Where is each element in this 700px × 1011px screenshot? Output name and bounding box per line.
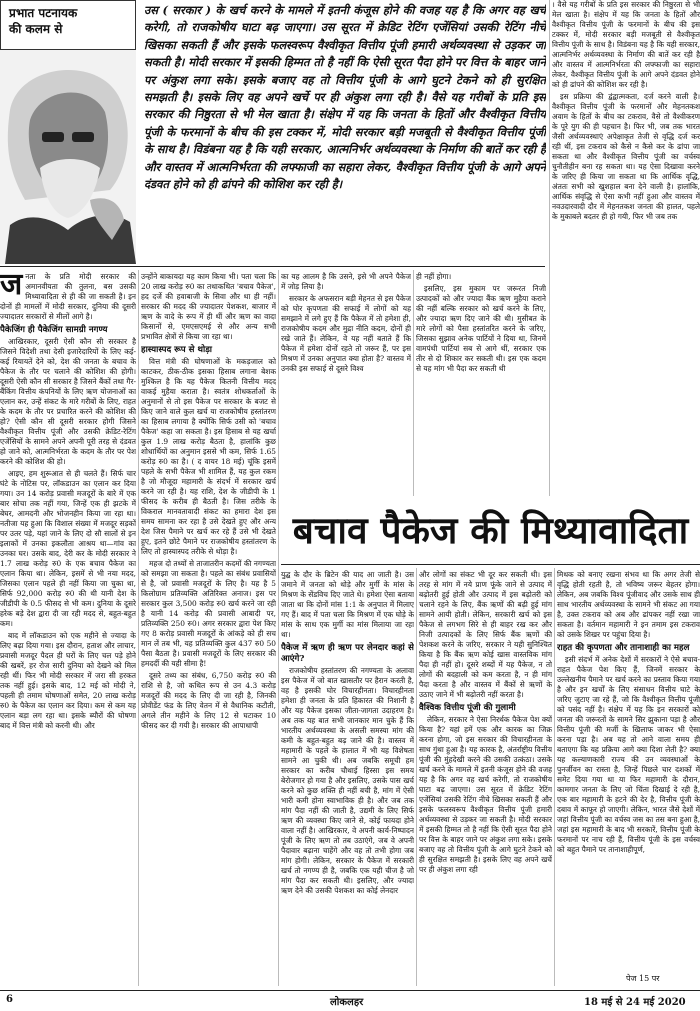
column-divider xyxy=(416,568,417,986)
paragraph: आखिरकार, दूसरी ऐसी कौन सी सरकार है जिसने विदेशी तथा देसी इजारेदारियों के लिए कई-कई रियायतें देने को, देश की जनता के बचाव के पैकेज के तौर पर चलाने की कोशिश की होगी। दूसरी ऐसी कौन सी सरकार है जिसने बैंकों तथा गैर-बैंकिंग वित्तीय कंपनियों के लिए ऋण योजनाओं का एलान कर, उन्हें संकट के मारे गरीबों के लिए, राहत के कदम के तौर पर प्रचारित करने की कोशिश की हो? ऐसी कौन सी दूसरी सरकार होगी जिसने वैश्वीकृत वित्तीय पूंजी और उसकी क्रेडिट-रेटिंग एजेंसियों के सामने अपने अपनी पूरी तरह से दंडवत हो जाने को, आत्मनिर्भरता के कदम के तौर पर पेश करने की कोशिश की हो। xyxy=(0,337,136,466)
paragraph: युद्घ के दौर के ब्रिटेन की याद आ जाती है। उस जमाने में जनता को थोड़े और मुर्गी के मांस के मिश्रण के सेंडविच दिए जाते थे। हमेशा ऐसा बताया जाता था कि दोनों मांस 1:1 के अनुपात में मिलाए गए हैं। बाद में पता चला कि मिश्रण में एक घोड़े के मांस के साथ एक मुर्गी का मांस मिलाया जा रहा था। xyxy=(281,570,414,639)
paragraph: और लोगों का संकट भी दूर कर सकती थी। इस तरह से मांग में नये प्राण फूंके जाने से उत्पाद में बढ़ोतरी हुई होती और उत्पाद में इस बढ़ोतरी को चलाने रहने के लिए, बैंक ऋणों की बढ़ी हुई मांग सामने आयी होती। लेकिन, सरकारी खर्च को इस पैकेज से लगभग सिरे से ही बाहर रख कर और निजी उत्पादकों के लिए सिर्फ बैंक ऋणों की पेशकश करने के जरिए, सरकार ने यही सुनिश्चित किया है कि बैंक ऋण कोई खास वास्तविक मांग पैदा ही नहीं हो। दूसरे शब्दों में यह पैकेज, न तो लोगों की बदहाली को कम करता है, न ही मांग पैदा करता है और वास्तव में बैंकों से ऋणों के उठाए जाने में भी बढ़ोतरी नहीं करता है। xyxy=(419,570,552,699)
subheading: हास्यास्पद रूप से थोड़ा xyxy=(141,345,213,355)
column-1 xyxy=(0,272,136,986)
paragraph: उन्होंने बाकायदा यह काम किया भी। पता चला कि 20 लाख करोड़ रु0 का तथाकथित 'बचाव पैकेज', हद दर्जे की हवाबाजी के सिवा और था ही नहीं। सरकार की मदद की ज्यादातर पेशकश, बाजार में ऋण के वादे के रूप में ही थीं और ऋण का वादा किसानों से, एमएसएमई से और अन्य सभी प्रभावित क्षेत्रों से किया जा रहा था। xyxy=(141,272,276,341)
column-divider xyxy=(413,270,414,496)
paragraph: नता के प्रति मोदी सरकार की अमानवीयता की तुलना, बस उसकी मिथ्यावादिता से ही की जा सकती है। इन दोनों ही मामलों में मोदी सरकार, दुनिया की दूसरी ज्यादातर सरकारों से मीलों आगे है। xyxy=(0,272,136,321)
column-3-top xyxy=(281,272,411,494)
column-divider xyxy=(138,270,139,986)
column-divider xyxy=(549,0,550,496)
column-3-bottom xyxy=(281,570,414,986)
continued-note: पेज 15 पर xyxy=(626,974,660,983)
column-divider xyxy=(554,568,555,986)
paragraph: का यह आलम है कि उसने, इसे भी अपने पैकेज में जोड़ लिया है। xyxy=(281,272,411,291)
paragraph: लेकिन, सरकार ने ऐसा निरर्थक पैकेज पेश क्यों किया है? यहां हमें एक और कारक का जिक्र करना होगा, जो इस सरकार की विचारहीनता के साथ गुंथा हुआ है। यह कारक है, अंतर्राष्ट्रीय वित्तीय पूंजी की मुंहदेखी करने की उसकी उत्कंठा। उसके खर्च करने के मामले में इतनी कंजूस होने की वजह यह है कि अगर वह खर्च करेगी, तो राजकोषीय घाटा बढ़ जाएगा। उस सूरत में क्रेडिट रेटिंग एजेंसियां उसकी रेटिंग नीचे खिसका सकती हैं और इसके फलस्वरूप वैश्वीकृत वित्तीय पूंजी हमारी अर्थव्यवस्था से उड़कर जा सकती है। मोदी सरकार में इसकी हिम्मत तो है नहीं कि ऐसी सूरत पैदा होने पर वित्त के बाहर जाने पर अंकुश लगा सके। इसके बजाए वह तो वित्तीय पूंजी के आगे घुटने टेकने को ही सुरक्षित समझती है। इसके लिए वह अपने खर्चे पर ही अंकुश लगा रही xyxy=(419,715,552,874)
paragraph: बाद में लॉकडाउन को एक महीने से ज्यादा के लिए बढ़ा दिया गया। इस दौरान, हताश और लाचार, प्रवासी मजदूर पैदल ही घरों के लिए चल पड़े होने की खबरें, हर रोज सारी दुनिया को देखने को मिल रही थीं। फिर भी मोदी सरकार में जरा सी हरकत तक नहीं हुई। इसके बाद, 12 मई को मोदी ने, पहली ही तमाम घोषणाओं समेत, 20 लाख करोड़ रु0 के पैकेज का एलान कर दिया। कम से कम यह एलान बड़ा लग रहा था। इसके ब्यौरों की घोषणा बाद में वित्त मंत्री को करनी थी। और xyxy=(0,631,136,730)
author-byline-box xyxy=(0,0,136,50)
footer-divider xyxy=(0,990,700,991)
drop-cap: ज xyxy=(0,272,23,302)
paragraph: आइए, हम शुरूआत से ही चलते हैं। सिर्फ चार घंटे के नोटिस पर, लॉकडाउन का एलान कर दिया गया। उन 14 करोड़ प्रवासी मजदूरों के बारे में एक बार सोचा तक नहीं गया, जिन्हें एक ही झटके में बेघर, आमदनी और भोजनहीन किया जा रहा था। नतीजा यह हुआ कि विशाल संख्या में मजदूर सड़कों पर उतर पड़े, यहां जाने के लिए दो सौ सालों से इन इलाकों में उनका इकलौता आश्रय था—गांव का उनका घर। उसके बाद, देरी कर के मोदी सरकार ने 1.7 लाख करोड़ रु0 के एक बचाव पैकेज का एलान किया था। लेकिन, इसमें से भी नया मदद, जिसका एलान पहले ही नहीं किया जा चुका था, सिर्फ 92,000 करोड़ रु0 की थी यानी देश के जीडीपी के 0.5 फीसद से भी कम। दुनिया के दूसरे हरेक बड़े देश द्वारा दी जा रही मदद से, बहुत-बहुत कम। xyxy=(0,469,136,628)
subheading: पैकेजिंग ही पैकेजिंग सामग्री नगण्य xyxy=(0,325,108,335)
pull-quote: उस ( सरकार ) के खर्च करने के मामले में इतनी कंजूस होने की वजह यह है कि अगर वह खर्च करेगी, तो राजकोषीय घाटा बढ़ जाएगा। उस सूरत में क्रेडिट रेटिंग एजेंसियां उसकी रेटिंग नीचे खिसका सकती हैं और इसके फलस्वरूप वैश्वीकृत वित्तीय पूंजी हमारी अर्थव्यवस्था से उड़कर जा सकती है। मोदी सरकार में इसकी हिम्मत तो है नहीं कि ऐसी सूरत पैदा होने पर वित्त के बाहर जाने पर अंकुश लगा सके। इसके बजाए वह तो वित्तीय पूंजी के आगे घुटने टेकने को ही सुरक्षित समझती है। इसके लिए वह अपने खर्चे पर ही अंकुश लगा रही है। वैसे यह गरीबों के प्रति इस सरकार की निष्ठुरता से भी मेल खाता है। संक्षेप में यह कि जनता के हितों और वैश्वीकृत वित्तीय पूंजी के फरमानों के बीच की इस टक्कर में, मोदी सरकार बड़ी मजबूती से वैश्वीकृत वित्तीय पूंजी के साथ है। विडंबना यह है कि यही सरकार, आत्मनिर्भर अर्थव्यवस्था के निर्माण की बातें कर रही है और वास्तव में आत्मनिर्भरता की लफ्फाजी का सहारा लेकर, वैश्वीकृत वित्तीय पूंजी के आगे अपने दंडवत होने को ही ढांपने की कोशिश कर रही है। xyxy=(144,3,546,192)
column-4-top xyxy=(416,272,546,494)
paragraph: इसी संदर्भ में अनेक देशों में सरकारों ने ऐसे बचाव-राहत पैकेज पेश किए हैं, जिनमें सरकार के उल्लेखनीय पैमाने पर खर्च करने का प्रस्ताव किया गया है और इन खर्चों के लिए संसाधन वित्तीय घाटे के जरिए जुटाए जा रहे हैं, जो कि वैश्वीकृत वित्तीय पूंजी को पसंद नहीं है। संक्षेप में यह कि इन सरकारों को जनता की जरूरतों के सामने सिर झुकाना पड़ा है और वित्तीय पूंजी की मर्जी के खिलाफ जाकर भी ऐसा करना पड़ा है। अब यह तो आने वाला समय ही बताएगा कि यह प्रक्रिया आगे क्या दिशा लेती है? क्या यह कल्याणकारी राज्य की उन व्यवस्थाओं के पुनर्जीवन का रास्ता है, जिन्हें पिछले चार दशकों में समेट दिया गया था या फिर महामारी के दौरान, कामगार जनता के लिए जो चिंता दिखाई दे रही है, एक बार महामारी के हटने की देर है, वित्तीय पूंजी के दबाव में काफूर हो जाएगी। लेकिन, भारत जैसे देशों में जहां वित्तीय पूंजी का वर्चस्व जस का तस बना हुआ है, जहां इस महामारी के बाद भी सरकारें, वित्तीय पूंजी के फरमानों पर नाच रही हैं, वित्तीय पूंजी के इस वर्चस्व को बहुत पैमाने पर तानाशाहीपूर्ण, xyxy=(557,655,700,854)
column-2 xyxy=(141,272,276,986)
divider xyxy=(281,564,700,565)
subheading: वैश्विक वित्तीय पूंजी की गुलामी xyxy=(419,703,516,713)
divider xyxy=(0,266,545,267)
paragraph: मिथक को बनाए रखना संभव था कि अगर तेजी से वृद्धि होती रहती है, तो भविष्य जरूर बेहतर होगा। लेकिन, अब जबकि विश्व पूंजीवाद और उसके साथ ही साथ भारतीय अर्थव्यवस्था के सामने भी संकट आ गया है, उक्त टकराव को अब और ढांपकर नहीं रखा जा सकता है। वर्तमान महामारी ने इन तमाम इस टकराव को उसके शिखर पर पहुंचा दिया है। xyxy=(557,570,700,639)
paragraph: ही नहीं होगा। xyxy=(416,272,452,281)
column-5-bottom xyxy=(557,570,700,970)
headline: बचाव पैकेज की मिथ्यावादिता xyxy=(292,508,689,552)
paragraph: महज दो तथ्यों से ताजातरीन कदमों की नगण्यता को समझा जा सकता है। पहले का संबंध प्रवासियों से है, जो प्रवासी मजदूरों के लिए है। यह है 5 किलोग्राम प्रतिव्यक्ति अतिरिक्त अनाज। इस पर सरकार कुल 3,500 करोड़ रु0 खर्च करने जा रही है यानी 14 करोड़ की प्रवासी आबादी पर, प्रतिव्यक्ति 250 रु0। अगर सरकार द्वारा पेश किए गए 8 करोड़ प्रवासी मजदूरों के आंकड़े को ही सच मान लें तब भी, यह प्रतिव्यक्ति कुल 437 रु0 50 पैसा बैठता है। प्रवासी मजदूरों के लिए सरकार की हमदर्दी की यही सीमा है! xyxy=(141,559,276,668)
paragraph: इस प्रक्रिया की द्वंद्वात्मकता, दर्ज करने वाली है। वैश्वीकृत वित्तीय पूंजी के फरमानों और मेहनतकश अवाम के हितों के बीच का टकराव, वैसे तो वैश्वीकरण के पूरे युग की ही पहचान है। फिर भी, जब तक भारत जैसी अर्थव्यवस्थाएं अपेक्षाकृत तेजी से वृद्धि दर्ज कर रही थीं, इस टकराव को कैसे न कैसे कर के ढांपा जा सकता था और वैश्वीकृत वित्तीय पूंजी का वर्चस्व चुनौतीहीन बना रह सकता था। यह ऐसा दिखावा करने के जरिए ही किया जा सकता था कि आर्थिक वृद्धि, अंततः सभी को खुशहाल बना देने वाली है। हालांकि, आर्थिक संवृद्धि से ऐसा कभी नहीं हुआ और वास्तव में नवउदारवादी दौर में मेहनतकश जनता की हालत, पहले के मुकाबले बदतर ही हो गयी, फिर भी जब तक xyxy=(552,92,700,221)
byline-subtitle: की कलम से xyxy=(9,22,63,36)
author-name: प्रभात पटनायक xyxy=(9,6,78,20)
subheading: राहत की कृपणता और तानाशाही का महल xyxy=(557,643,690,653)
paragraph: राजकोषीय हस्तांतरण की नगण्यता के अलावा इस पैकेज में जो बात खासतौर पर हैरान करती है, वह है इसकी घोर विचारहीनता। विचारहीनता हमेशा ही जनता के प्रति हिकारत की निशानी है और यह पैकेज इसका जीता-जागता उदाहरण है। अब तक यह बात सभी जानकार मान चुके हैं कि भारतीय अर्थव्यवस्था के असली समस्या मांग की कमी के बहुत-बहुत बढ़ जाने की है। वास्तव में महामारी के पहले के हालात में भी यह विशेषता सामने आ चुकी थी। अब जबकि समूची हम सरकार का करीब चौथाई हिस्सा इस समय बेरोजगार हो गया है और इसलिए, उसके पास खर्च करने को कुछ शक्ति ही नहीं बची है, मांग में ऐसी भारी कमी होना स्वाभाविक ही है। और जब तक मांग पैदा नहीं की जाती है, उद्यमी के लिए सिर्फ ऋण की व्यवस्था किए जाने से, कोई फायदा होने वाला नहीं है। आखिरकार, वे अपनी कार्य-निष्पादन पूंजी के लिए ऋण तो तब उठाएंगे, जब वे अपनी पैदावार बढ़ाना चाहेंगे और वह तो तभी होगा जब मांग होगी। लेकिन, सरकार के पैकेज में सरकारी खर्च तो नगण्य ही है, जबकि एक यही चीज है जो मांग पैदा कर सकती थी। इसलिए, और ज्यादा ऋण देने की उसकी पेशकश का कोई लेनदार xyxy=(281,666,414,895)
paragraph: सरकार के अफसरान बड़ी मेहनत से इस पैकेज को घोर कृपणता की सफाई में लोगों को यह समझाने में लगे हुए हैं कि पैकेज में तो हमेशा ही, राजकोषीय कदम और मुद्रा नीति कदम, दोनों ही रखे जाते हैं। लेकिन, वे यह नहीं बताते हैं कि पैकेज में हमेशा दोनों रहते तो जरूर हैं, पर इस मिश्रण में उनका अनुपात क्या होता है? वास्तव में उनकी इस सफाई से दूसरे विश्व xyxy=(281,294,411,373)
paragraph: । वैसे यह गरीबों के प्रति इस सरकार की निष्ठुरता से भी मेल खाता है। संक्षेप में यह कि जनता के हितों और वैश्वीकृत वित्तीय पूंजी के फरमानों के बीच की इस टक्कर में, मोदी सरकार बड़ी मजबूती से वैश्वीकृत वित्तीय पूंजी के साथ है। विडंबना यह है कि यही सरकार, आत्मनिर्भर अर्थव्यवस्था के निर्माण की बातें कर रही है और वास्तव में आत्मनिर्भरता की लफ्फाजी का सहारा लेकर, वैश्वीकृत वित्तीय पूंजी के आगे अपने दंडवत होने को ही ढांपने की कोशिश कर रही है। xyxy=(552,0,700,89)
page-number: 6 xyxy=(6,994,13,1005)
issue-date: 18 मई से 24 मई 2020 xyxy=(584,997,686,1008)
publication-name: लोकलहर xyxy=(330,997,364,1008)
paragraph: इसलिए, इस मुकाम पर जरूरत निजी उत्पादकों को और ज्यादा बैंक ऋण मुहैया कराने की नहीं बल्कि सरकार को खर्च करने के लिए, और ज्यादा ऋण दिए जाने की थी। मुसीबत के मारे लोगों को पैसा हस्तांतरित करने के जरिए, जिसका सुझाव अनेक पार्टियों ने दिया था, जिनमें वामपंथी पार्टियां सब से आगे थीं, सरकार एक तीर से दो शिकार कर सकती थी। इस एक कदम से यह मांग भी पैदा कर सकती थी xyxy=(416,284,546,373)
column-4-bottom xyxy=(419,570,552,986)
paragraph: वित्त मंत्री की घोषणाओं के मकड़जाल को काटकर, ठीक-ठीक इसका हिसाब लगाना बेशक मुश्किल है कि यह पैकेज कितनी वित्तीय मदद वाकई मुहैया कराता है। स्वतंत्र शोधकर्ताओं के अनुमानों से तो इस पैकेज पर सरकार के बजट से किए जाने वाले कुल खर्च या राजकोषीय हस्तांतरण का हिसाब लगाया है क्योंकि सिर्फ उसी को 'बचाव पैकेज' कहा जा सकता है। इस हिसाब से यह खर्चा कुल 1.9 लाख करोड़ बैठता है, हालांकि कुछ शोधार्थियों का अनुमान इससे भी कम, सिर्फ 1.65 करोड़ रु0 का है। ( द वायर 18 मई) चूंकि इसमें पहले के सभी पैकेज भी शामिल हैं, यह कुल रकम है जो मौजूदा महामारी के संदर्भ में सरकार खर्च करने जा रही है। यह राशि, देश के जीडीपी के 1 फीसद के करीब ही बैठती है। जिस तरीके के विकराल मानवतावादी संकट का हमारा देश इस समय सामना कर रहा है उसे देखते हुए और अन्य देश जिस पैमाने पर खर्च कर रहे हैं उसे भी देखते हुए, इतने छोटे पैमाने पर राजकोषीय हस्तांतरण के लिए तो हास्यास्पद तरीके से थोड़ा है। xyxy=(141,357,276,556)
author-photo xyxy=(0,50,136,264)
subheading: पैकेज में ऋण ही ऋण पर लेनदार कहां से आएंगे? xyxy=(281,643,414,664)
column-divider xyxy=(278,270,279,986)
paragraph: दूसरे तथ्य का संबंध, 6,750 करोड़ रु0 की राशि से है, जो कथित रूप से उन 4.3 करोड़ मजदूरों की मदद के लिए दी जा रही है, जिनकी प्रोवीडेंट फंड के लिए वेतन में से वैधानिक कटौती, अगले तीन महीने के लिए 12 से घटाकर 10 फीसद कर दी गयी है। सरकार की आपाधापी xyxy=(141,671,276,730)
column-top-right xyxy=(552,0,700,500)
